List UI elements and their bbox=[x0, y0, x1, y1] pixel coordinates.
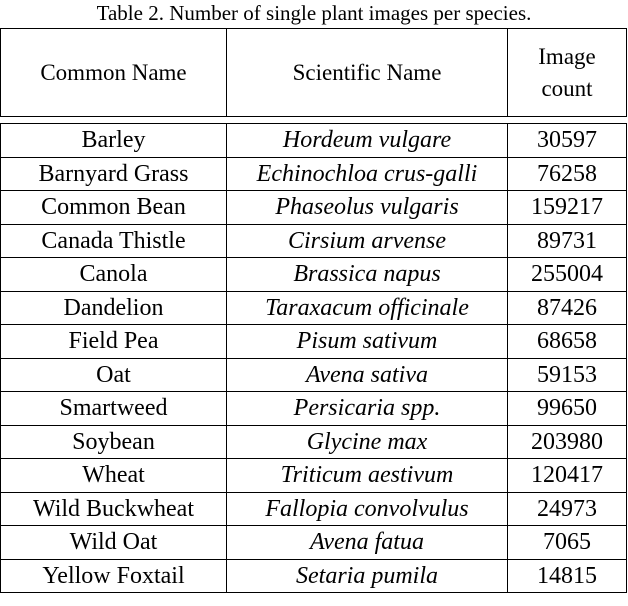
table-row bbox=[1, 392, 627, 426]
table-row bbox=[1, 258, 627, 292]
common-name-cell: Field Pea bbox=[1, 325, 227, 359]
table-row bbox=[1, 291, 627, 325]
common-name-cell: Barnyard Grass bbox=[1, 157, 227, 191]
scientific-name-cell: Cirsium arvense bbox=[227, 224, 508, 258]
table-row bbox=[1, 224, 627, 258]
scientific-name-cell: Glycine max bbox=[227, 425, 508, 459]
header-scientific-name: Scientific Name bbox=[227, 29, 508, 117]
scientific-name-cell: Brassica napus bbox=[227, 258, 508, 292]
header-image-count-line1: Image bbox=[538, 43, 596, 69]
common-name-cell: Canola bbox=[1, 258, 227, 292]
table-body bbox=[0, 123, 627, 593]
header-image-count-line2: count bbox=[541, 75, 593, 101]
scientific-name-cell: Avena sativa bbox=[227, 358, 508, 392]
scientific-name-cell: Phaseolus vulgaris bbox=[227, 191, 508, 225]
table-row bbox=[1, 526, 627, 560]
image-count-cell: 89731 bbox=[508, 224, 627, 258]
table-header bbox=[0, 28, 627, 117]
common-name-cell: Smartweed bbox=[1, 392, 227, 426]
image-count-cell: 7065 bbox=[508, 526, 627, 560]
image-count-cell: 87426 bbox=[508, 291, 627, 325]
image-count-cell: 120417 bbox=[508, 459, 627, 493]
image-count-cell: 159217 bbox=[508, 191, 627, 225]
image-count-cell: 59153 bbox=[508, 358, 627, 392]
common-name-cell: Wheat bbox=[1, 459, 227, 493]
common-name-cell: Canada Thistle bbox=[1, 224, 227, 258]
common-name-cell: Common Bean bbox=[1, 191, 227, 225]
scientific-name-cell: Persicaria spp. bbox=[227, 392, 508, 426]
common-name-cell: Soybean bbox=[1, 425, 227, 459]
common-name-cell: Wild Buckwheat bbox=[1, 492, 227, 526]
scientific-name-cell: Setaria pumila bbox=[227, 559, 508, 593]
table-row bbox=[1, 459, 627, 493]
scientific-name-cell: Pisum sativum bbox=[227, 325, 508, 359]
common-name-cell: Barley bbox=[1, 124, 227, 158]
image-count-cell: 76258 bbox=[508, 157, 627, 191]
image-count-cell: 30597 bbox=[508, 124, 627, 158]
common-name-cell: Dandelion bbox=[1, 291, 227, 325]
common-name-cell: Wild Oat bbox=[1, 526, 227, 560]
image-count-cell: 203980 bbox=[508, 425, 627, 459]
scientific-name-cell: Avena fatua bbox=[227, 526, 508, 560]
table-row bbox=[1, 492, 627, 526]
common-name-cell: Oat bbox=[1, 358, 227, 392]
image-count-cell: 14815 bbox=[508, 559, 627, 593]
table-caption: Table 2. Number of single plant images per species. bbox=[96, 1, 532, 25]
image-count-cell: 255004 bbox=[508, 258, 627, 292]
table-row bbox=[1, 425, 627, 459]
scientific-name-cell: Hordeum vulgare bbox=[227, 124, 508, 158]
image-count-cell: 24973 bbox=[508, 492, 627, 526]
table-row bbox=[1, 191, 627, 225]
header-common-name: Common Name bbox=[1, 29, 227, 117]
table-row bbox=[1, 157, 627, 191]
table-row bbox=[1, 325, 627, 359]
table-row bbox=[1, 559, 627, 593]
scientific-name-cell: Taraxacum officinale bbox=[227, 291, 508, 325]
image-count-cell: 99650 bbox=[508, 392, 627, 426]
table-row bbox=[1, 124, 627, 158]
common-name-cell: Yellow Foxtail bbox=[1, 559, 227, 593]
scientific-name-cell: Fallopia convolvulus bbox=[227, 492, 508, 526]
scientific-name-cell: Triticum aestivum bbox=[227, 459, 508, 493]
scientific-name-cell: Echinochloa crus-galli bbox=[227, 157, 508, 191]
image-count-cell: 68658 bbox=[508, 325, 627, 359]
header-image-count bbox=[508, 29, 627, 117]
header-row bbox=[1, 29, 627, 117]
table-row bbox=[1, 358, 627, 392]
